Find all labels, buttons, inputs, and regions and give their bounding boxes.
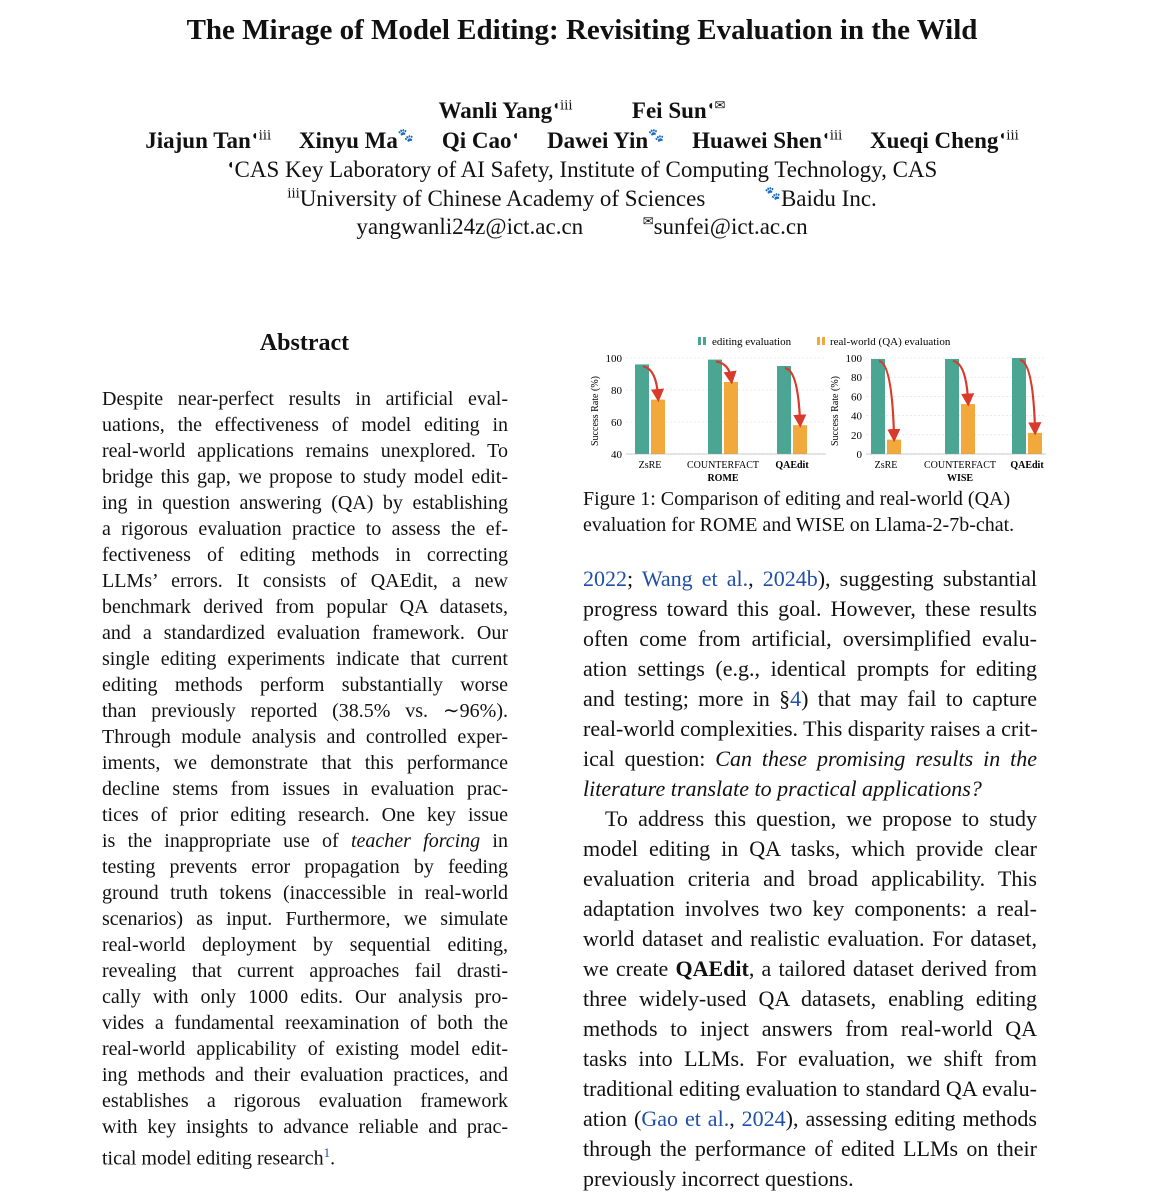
body-line [583, 894, 1037, 924]
abstract-line: scenarios) as input. Furthermore, we simulate [102, 908, 508, 930]
figure-caption-line: evaluation for ROME and WISE on Llama-2-7b-chat. [583, 514, 1015, 536]
legend-label: editing evaluation [712, 336, 792, 348]
text-span: To address this question, we propose to study [605, 806, 1037, 831]
y-tick-label: 40 [611, 449, 622, 461]
abstract-line: uations, the effectiveness of model editing in [102, 414, 508, 436]
text-span: tasks into LLMs. For evaluation, we shift from [583, 1046, 1037, 1071]
y-axis-label: Success Rate (%) [590, 376, 601, 446]
x-tick-label: COUNTERFACT [686, 460, 760, 471]
affiliation-mark: 🐾 [764, 185, 781, 201]
affiliation-marks: ◖ⅲ [998, 127, 1019, 143]
author-row-1 [0, 98, 1164, 124]
author-name: Jiajun Tan [145, 128, 251, 153]
text-span: we create [583, 956, 676, 981]
text-span: often come from artificial, oversimplified evalu- [583, 626, 1037, 651]
body-line [583, 714, 1037, 744]
abstract-line: real-world applicability of existing model edit- [102, 1038, 508, 1060]
envelope-icon: ✉ [642, 213, 654, 229]
x-tick-label: ZsRE [874, 460, 898, 471]
abstract-line: fectiveness of editing methods in correcting [102, 544, 508, 566]
abstract-line: ing in question answering (QA) by establishing [102, 492, 508, 514]
legend-swatch [703, 337, 706, 345]
text-span: model editing in QA tasks, which provide clear [583, 836, 1037, 861]
bar-editing-evaluation [945, 359, 959, 454]
panel-title: WISE [946, 473, 974, 482]
affiliation-cas [0, 157, 1164, 183]
italic-text: literature translate to practical applications? [583, 776, 982, 801]
bar-editing-evaluation [635, 364, 649, 454]
abstract-line: ing methods and their evaluation practices, and [102, 1064, 508, 1086]
x-tick-label: COUNTERFACT [923, 460, 997, 471]
abstract-line: real-world applications remains unexplored. To [102, 440, 508, 462]
body-line [583, 744, 1037, 774]
bar-qa-evaluation [724, 382, 738, 454]
text-span: ), suggesting substantial [817, 566, 1038, 591]
citation-link[interactable]: 4 [790, 686, 802, 711]
affiliation-mark: ◖ [226, 156, 235, 172]
email-link[interactable]: yangwanli24z@ict.ac.cn [356, 214, 584, 239]
text-span: through the performance of edited LLMs on their [583, 1136, 1037, 1161]
text-span: progress toward this goal. However, these results [583, 596, 1037, 621]
abstract-line: real-world deployment by sequential editing, [102, 934, 508, 956]
text-span: ; [627, 566, 642, 591]
body-line [583, 774, 1037, 804]
text-span: adaptation involves two key components: a real- [583, 896, 1037, 921]
legend-swatch [698, 337, 701, 345]
text-span: ation ( [583, 1106, 642, 1131]
y-tick-label: 80 [611, 385, 622, 397]
text-span: three widely-used QA datasets, enabling editing [583, 986, 1037, 1011]
author-name: Huawei Shen [692, 128, 822, 153]
body-line [583, 624, 1037, 654]
body-line [583, 1014, 1037, 1044]
figure-1-bar-charts [580, 332, 1050, 482]
affiliation-text: CAS Key Laboratory of AI Safety, Institute of Computing Technology, CAS [234, 157, 938, 182]
abstract-line: than previously reported (38.5% vs. ∼96%). [102, 700, 508, 722]
affiliation-ucas-baidu [0, 186, 1164, 212]
text-span: previously incorrect questions. [583, 1166, 854, 1191]
author-name: Xinyu Ma [298, 128, 398, 153]
emails [0, 214, 1164, 240]
text-span: evaluation criteria and broad applicability. This [583, 866, 1037, 891]
text-span: , a tailored dataset derived from [748, 956, 1037, 981]
bar-qa-evaluation [793, 425, 807, 454]
body-line [583, 864, 1037, 894]
text-span: ) that may fail to capture [801, 686, 1037, 711]
body-line [583, 804, 1037, 834]
abstract-line: tices of prior editing research. One key issue [102, 804, 508, 826]
y-tick-label: 80 [851, 372, 862, 385]
affiliation-marks: ◖ⅲ [250, 127, 272, 143]
y-tick-label: 60 [611, 417, 622, 429]
y-tick-label: 40 [851, 410, 862, 423]
bold-text: QAEdit [675, 956, 749, 981]
affiliation-marks: ◖ⅲ [552, 97, 573, 113]
citation-link[interactable]: Gao et al. [641, 1106, 730, 1131]
abstract-line: benchmark derived from popular QA datasets, [102, 596, 508, 618]
body-line [583, 1074, 1037, 1104]
bar-qa-evaluation [651, 400, 665, 454]
x-tick-label: QAEdit [775, 460, 809, 471]
legend-label: real-world (QA) evaluation [830, 336, 951, 348]
bar-qa-evaluation [961, 404, 975, 454]
body-line [583, 1134, 1037, 1164]
text-span: traditional editing evaluation to standard QA evalu- [583, 1076, 1037, 1101]
body-line [583, 1164, 1037, 1194]
body-line [583, 684, 1037, 714]
bar-editing-evaluation [708, 360, 722, 454]
body-line [583, 834, 1037, 864]
affiliation-marks: ◖ [511, 127, 520, 143]
text-span: methods to inject answers from real-world QA [583, 1016, 1037, 1041]
bar-editing-evaluation [1012, 358, 1026, 454]
bar-editing-evaluation [871, 359, 885, 454]
affiliation-marks: ◖✉ [706, 97, 726, 113]
figure-caption-line: Figure 1: Comparison of editing and real-world (QA) [583, 488, 1011, 510]
abstract-line: iments, we demonstrate that this performance [102, 752, 508, 774]
author-name: Wanli Yang [438, 98, 553, 123]
text-span: and testing; more in § [583, 686, 791, 711]
abstract-line: and a standardized evaluation framework. Our [102, 622, 508, 644]
body-line [583, 954, 1037, 984]
abstract-line: decline stems from issues in evaluation prac- [102, 778, 508, 800]
abstract-line: testing prevents error propagation by feeding [102, 856, 508, 878]
abstract-line: bridge this gap, we propose to study model edit- [102, 466, 508, 488]
body-line [583, 654, 1037, 684]
affiliation-marks: ◖ⅲ [821, 127, 843, 143]
y-tick-label: 20 [851, 429, 862, 442]
affiliation-mark: ⅲ [287, 185, 300, 201]
abstract-line: is the inappropriate use of teacher forcing in [102, 830, 508, 852]
body-line [583, 924, 1037, 954]
affiliation-marks: 🐾 [648, 127, 665, 143]
y-tick-label: 100 [605, 353, 622, 365]
affiliation-marks: 🐾 [397, 127, 415, 143]
legend-swatch [817, 337, 820, 345]
body-line [583, 984, 1037, 1014]
abstract-heading: Abstract [259, 330, 350, 356]
y-tick-label: 0 [856, 449, 862, 461]
abstract-line: a rigorous evaluation practice to assess the ef- [102, 518, 508, 540]
citation-link[interactable]: 2022 [583, 566, 627, 591]
y-tick-label: 60 [851, 391, 862, 404]
abstract-line: single editing experiments indicate that current [102, 648, 508, 670]
affiliation-text: Baidu Inc. [780, 186, 877, 211]
author-name: Xueqi Cheng [869, 128, 999, 153]
legend-swatch [822, 337, 825, 345]
bar-qa-evaluation [887, 440, 901, 454]
italic-text: Can these promising results in the [715, 746, 1037, 771]
footnote-link[interactable]: 1 [323, 1145, 331, 1160]
abstract-line: editing methods perform substantially worse [102, 674, 508, 696]
paper-title: The Mirage of Model Editing: Revisiting Evaluation in the Wild [186, 14, 978, 46]
text-span: ation settings (e.g., identical prompts for editing [583, 656, 1037, 681]
x-tick-label: QAEdit [1010, 460, 1044, 471]
bar-qa-evaluation [1028, 433, 1042, 454]
italic-term: teacher forcing [350, 830, 481, 852]
author-name: Fei Sun [631, 98, 707, 123]
citation-link[interactable]: Wang et al. [641, 566, 749, 591]
text-span: , [748, 566, 763, 591]
body-line [583, 1104, 1037, 1134]
abstract-line: establishes a rigorous evaluation framework [102, 1090, 508, 1112]
body-line [583, 594, 1037, 624]
author-name: Dawei Yin [547, 128, 649, 153]
citation-link[interactable]: 2024 [741, 1106, 786, 1131]
abstract-line: ground truth tokens (inaccessible in real-world [102, 882, 508, 904]
text-span: ), assessing editing methods [785, 1106, 1037, 1131]
abstract-line: with key insights to advance reliable and prac- [102, 1116, 508, 1138]
citation-link[interactable]: 2024b [762, 566, 818, 591]
text-span: world dataset and realistic evaluation. For dataset, [583, 926, 1037, 951]
author-row-2 [0, 128, 1164, 154]
abstract-line: revealing that current approaches fail drasti- [102, 960, 508, 982]
x-tick-label: ZsRE [638, 460, 662, 471]
panel-title: ROME [707, 473, 739, 482]
author-name: Qi Cao [441, 128, 512, 153]
abstract-line: vides a fundamental reexamination of both the [102, 1012, 508, 1034]
abstract-line: cally with only 1000 edits. Our analysis pro- [102, 986, 508, 1008]
y-axis-label: Success Rate (%) [830, 376, 841, 446]
body-line [583, 1044, 1037, 1074]
text-span: , [729, 1106, 742, 1131]
abstract-line: tical model editing research$^1$. [102, 1145, 336, 1170]
text-span: ical question: [583, 746, 716, 771]
text-span: real-world complexities. This disparity raises a crit- [583, 716, 1038, 741]
abstract-line: LLMs’ errors. It consists of QAEdit, a new [102, 570, 508, 592]
bar-editing-evaluation [777, 366, 791, 454]
email-link[interactable]: sunfei@ict.ac.cn [653, 214, 808, 239]
y-tick-label: 100 [845, 353, 862, 365]
abstract-line: Despite near-perfect results in artificial eval- [102, 388, 508, 410]
abstract-line: Through module analysis and controlled exper- [102, 726, 508, 748]
body-line [583, 564, 1037, 594]
affiliation-text: University of Chinese Academy of Sciences [299, 186, 706, 211]
